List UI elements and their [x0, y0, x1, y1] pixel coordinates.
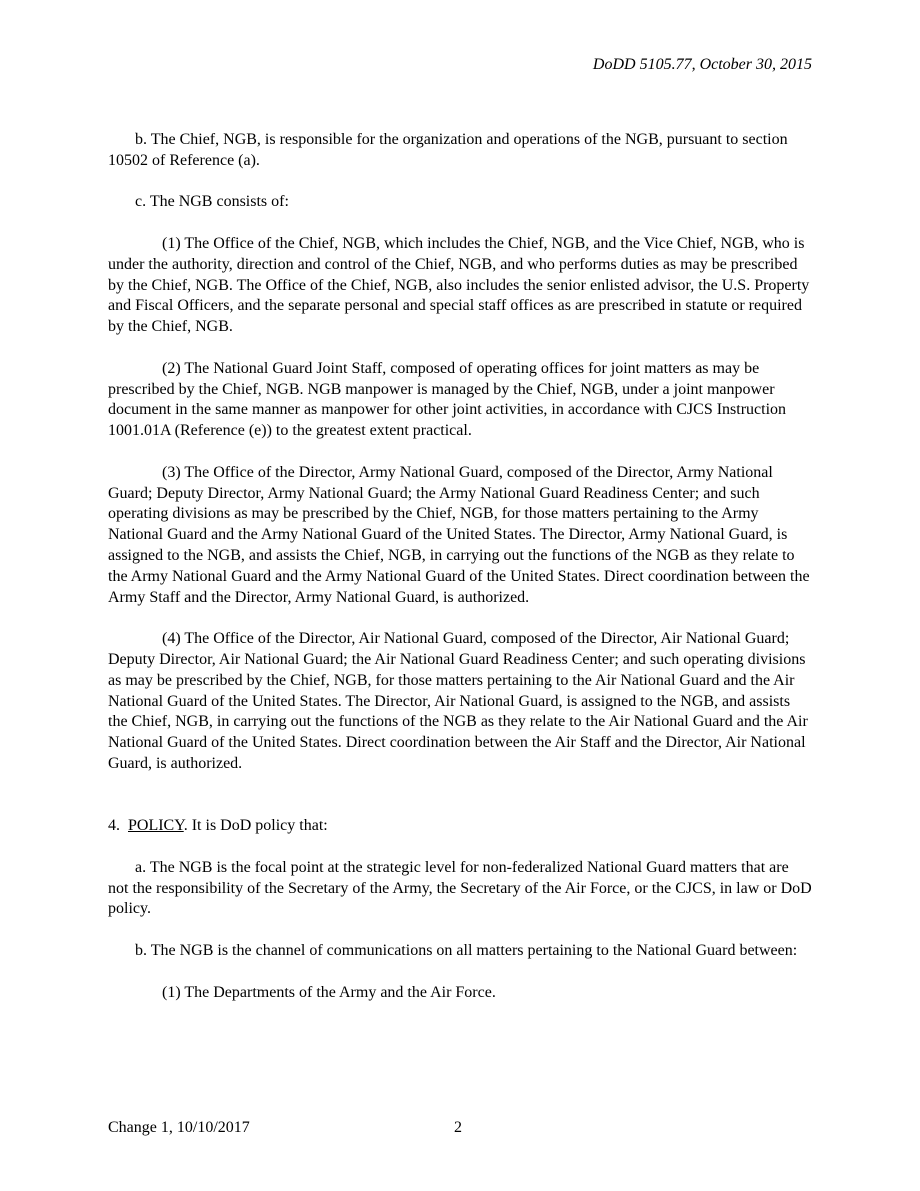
document-body — [108, 130, 812, 1024]
section-4-lead: . It is DoD policy that: — [183, 817, 328, 835]
paragraph-3c1: (1) The Office of the Chief, NGB, which includes the Chief, NGB, and the Vice Chief, NGB, who is under the authority, direction and control of the Chief, NGB, and who performs duties as may be prescribed by the Chief, NGB. The Office of the Chief, NGB, also includes the senior enlisted advisor, the U.S. Property and Fiscal Officers, and the separate personal and special staff offices as are prescribed in statute or required by the Chief, NGB. — [108, 234, 810, 336]
paragraph-3c3: (3) The Office of the Director, Army National Guard, composed of the Director, Army National Guard; Deputy Director, Army National Guard; the Army National Guard Readiness Center; and such operating divisions as may be prescribed by the Chief, NGB, for those matters pertaining to the Army National Guard and the Army National Guard of the United States. The Director, Army National Guard, is assigned to the NGB, and assists the Chief, NGB, in carrying out the functions of the NGB as they relate to the Army National Guard and the Army National Guard of the United States. Direct coordination between the Army Staff and the Director, Army National Guard, is authorized. — [108, 463, 810, 606]
paragraph-3c4: (4) The Office of the Director, Air National Guard, composed of the Director, Air National Guard; Deputy Director, Air National Guard; the Air National Guard Readiness Center; and such operating divisions as may be prescribed by the Chief, NGB, for those matters pertaining to the Air National Guard and the Air National Guard of the United States. The Director, Air National Guard, is assigned to the NGB, and assists the Chief, NGB, in carrying out the functions of the NGB as they relate to the Air National Guard and the Air National Guard of the United States. Direct coordination between the Air Staff and the Director, Air National Guard, is authorized. — [108, 630, 808, 772]
paragraph-3b: b. The Chief, NGB, is responsible for the organization and operations of the NGB, pursuant to section 10502 of Reference (a). — [108, 131, 788, 169]
paragraph-3c2: (2) The National Guard Joint Staff, composed of operating offices for joint matters as may be prescribed by the Chief, NGB. NGB manpower is managed by the Chief, NGB, under a joint manpower document in the same manner as manpower for other joint activities, in accordance with CJCS Instruction 1001.01A (Reference (e)) to the greatest extent practical. — [108, 359, 787, 440]
section-4-heading — [108, 816, 812, 837]
paragraph-3c: c. The NGB consists of: — [135, 193, 289, 211]
document-reference-header: DoDD 5105.77, October 30, 2015 — [592, 56, 812, 73]
section-4-title: POLICY — [128, 817, 184, 835]
paragraph-4b1: (1) The Departments of the Army and the Air Force. — [162, 983, 496, 1001]
paragraph-4a: a. The NGB is the focal point at the strategic level for non-federalized National Guard matters that are not the responsibility of the Secretary of the Army, the Secretary of the Air Force, or the CJCS, in law or DoD policy. — [108, 858, 812, 918]
section-4-number: 4. — [108, 817, 120, 835]
paragraph-4b: b. The NGB is the channel of communications on all matters pertaining to the National Guard between: — [135, 942, 798, 960]
footer-page-number: 2 — [454, 1119, 462, 1136]
footer-change-note: Change 1, 10/10/2017 — [108, 1119, 250, 1136]
